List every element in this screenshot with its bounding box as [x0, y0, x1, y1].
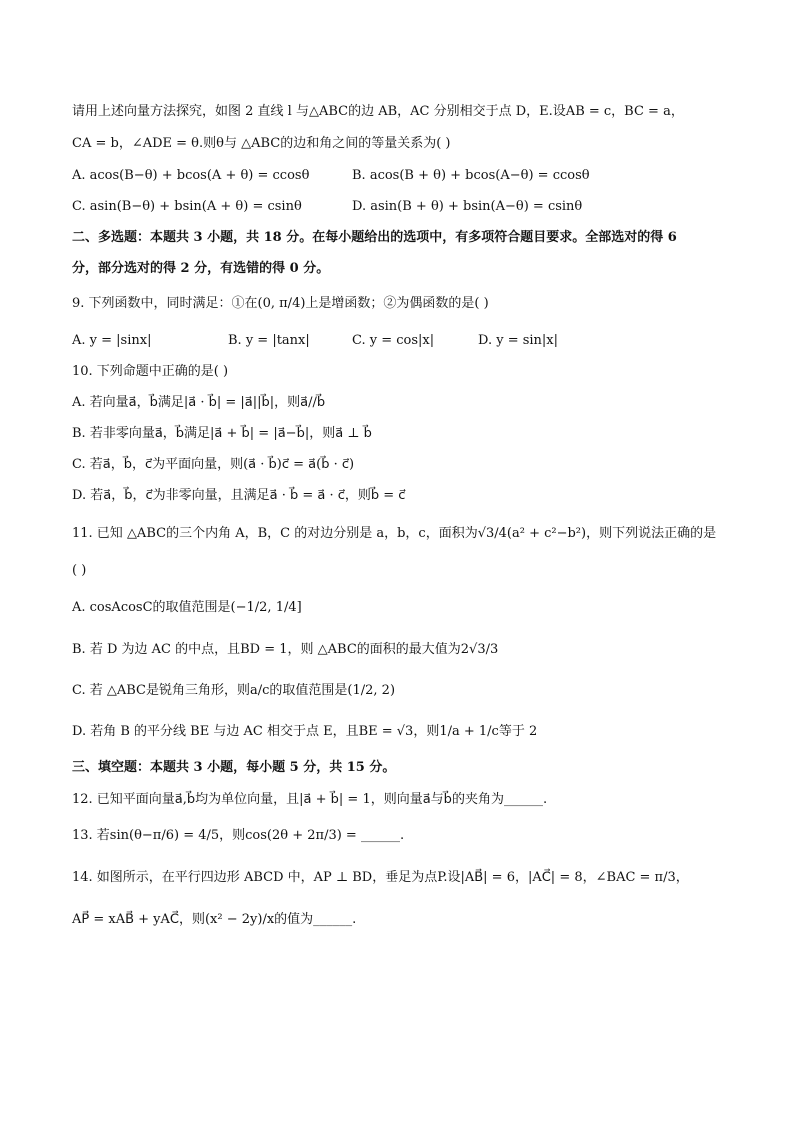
q11-option-d: D. 若角 B 的平分线 BE 与边 AC 相交于点 E，且BE = √3，则1/a + 1/c等于 2: [72, 724, 538, 739]
q9-option-a: A. y = |sinx|: [72, 333, 152, 348]
q10-option-d: D. 若a⃗，b⃗，c⃗为非零向量，且满足a⃗ · b⃗ = a⃗ · c⃗，则b⃗ = c⃗: [72, 488, 406, 503]
q8-stem-line1: 请用上述向量方法探究，如图 2 直线 l 与△ABC的边 AB，AC 分别相交于点 D，E.设AB = c，BC = a，: [72, 104, 684, 119]
q8-stem-line2: CA = b，∠ADE = θ.则θ与 △ABC的边和角之间的等量关系为( ): [72, 136, 451, 151]
q11-stem: 11. 已知 △ABC的三个内角 A，B，C 的对边分别是 a，b，c，面积为√3/4(a² + c²−b²)，则下列说法正确的是: [72, 526, 717, 541]
q11-option-c: C. 若 △ABC是锐角三角形，则a/c的取值范围是(1/2, 2): [72, 683, 396, 698]
section3-heading: 三、填空题：本题共 3 小题，每小题 5 分，共 15 分。: [72, 760, 396, 775]
q10-option-b: B. 若非零向量a⃗，b⃗满足|a⃗ + b⃗| = |a⃗−b⃗|，则a⃗ ⊥ b⃗: [72, 426, 372, 441]
q9-stem: 9. 下列函数中，同时满足：①在(0, π/4)上是增函数；②为偶函数的是( ): [72, 296, 489, 311]
q12-stem: 12. 已知平面向量a⃗,b⃗均为单位向量，且|a⃗ + b⃗| = 1，则向量a⃗与b⃗的夹角为______.: [72, 792, 548, 807]
q8-option-b: B. acos(B + θ) + bcos(A−θ) = ccosθ: [352, 168, 590, 183]
q8-option-a: A. acos(B−θ) + bcos(A + θ) = ccosθ: [72, 168, 310, 183]
q13-stem: 13. 若sin(θ−π/6) = 4/5，则cos(2θ + 2π/3) = ______.: [72, 828, 405, 843]
q10-option-a: A. 若向量a⃗，b⃗满足|a⃗ · b⃗| = |a⃗||b⃗|，则a⃗//b⃗: [72, 395, 326, 410]
q8-option-c: C. asin(B−θ) + bsin(A + θ) = csinθ: [72, 199, 302, 214]
q10-stem: 10. 下列命题中正确的是( ): [72, 364, 229, 379]
q11-option-a: A. cosAcosC的取值范围是(−1/2, 1/4]: [72, 600, 302, 615]
q14-stem-line1: 14. 如图所示，在平行四边形 ABCD 中，AP ⊥ BD，垂足为点P.设|AB⃗| = 6，|AC⃗| = 8，∠BAC = π/3，: [72, 870, 689, 885]
section2-heading-line2: 分，部分选对的得 2 分，有选错的得 0 分。: [72, 261, 330, 276]
q14-stem-line2: AP⃗ = xAB⃗ + yAC⃗，则(x² − 2y)/x的值为______.: [72, 912, 357, 927]
section2-heading-line1: 二、多选题：本题共 3 小题，共 18 分。在每小题给出的选项中，有多项符合题目要求。全部选对的得 6: [72, 230, 677, 245]
q11-stem-paren: ( ): [72, 563, 87, 578]
q9-option-b: B. y = |tanx|: [228, 333, 310, 348]
q10-option-c: C. 若a⃗，b⃗，c⃗为平面向量，则(a⃗ · b⃗)c⃗ = a⃗(b⃗ · c⃗): [72, 457, 355, 472]
q9-option-d: D. y = sin|x|: [478, 333, 559, 348]
q8-option-d: D. asin(B + θ) + bsin(A−θ) = csinθ: [352, 199, 583, 214]
q9-option-c: C. y = cos|x|: [352, 333, 435, 348]
q11-option-b: B. 若 D 为边 AC 的中点，且BD = 1，则 △ABC的面积的最大值为2√3/3: [72, 642, 499, 657]
